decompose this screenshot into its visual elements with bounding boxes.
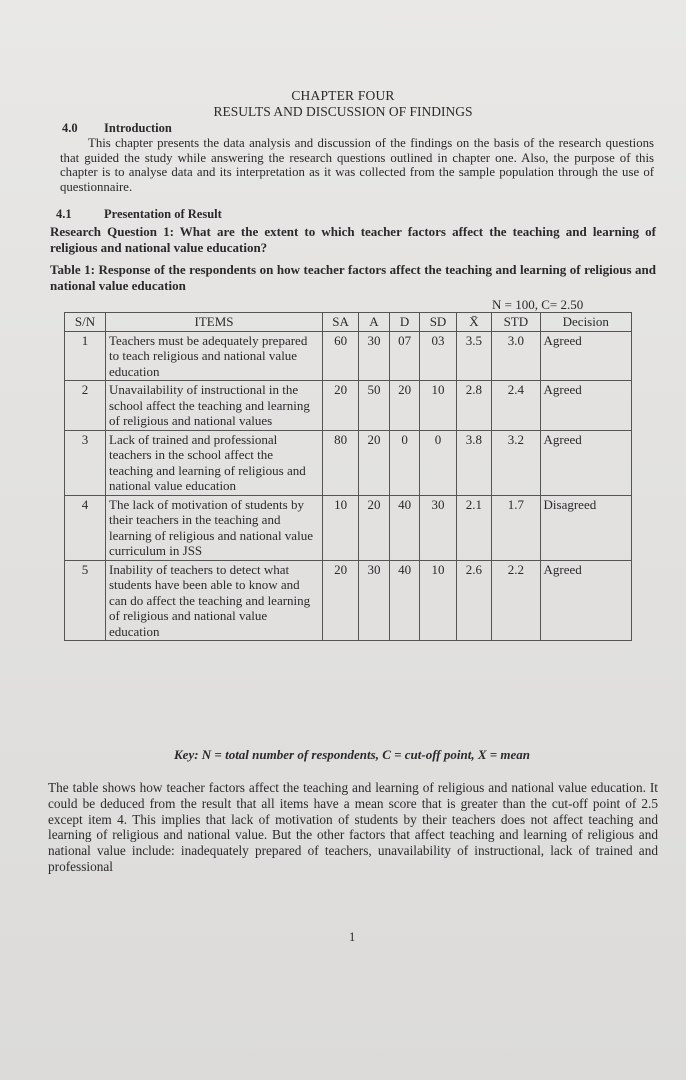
header-decision: Decision (540, 313, 631, 332)
cell-d: 40 (389, 495, 420, 560)
cell-decision: Agreed (540, 430, 631, 495)
cell-std: 2.4 (492, 381, 540, 431)
cell-a: 20 (359, 430, 390, 495)
cell-d: 20 (389, 381, 420, 431)
cell-mean: 2.8 (456, 381, 492, 431)
cell-sa: 20 (323, 560, 359, 641)
cell-std: 3.2 (492, 430, 540, 495)
cell-sn: 3 (65, 430, 106, 495)
cell-sd: 30 (420, 495, 456, 560)
cell-sd: 0 (420, 430, 456, 495)
cell-mean: 2.6 (456, 560, 492, 641)
section-heading-intro: Introduction (104, 121, 172, 135)
header-a: A (359, 313, 390, 332)
cell-a: 30 (359, 560, 390, 641)
cell-sn: 5 (65, 560, 106, 641)
cell-sn: 1 (65, 331, 106, 381)
cell-sa: 20 (323, 381, 359, 431)
chapter-heading: CHAPTER FOUR (291, 88, 395, 103)
table-key: Key: N = total number of respondents, C = cut-off point, X = mean (174, 747, 531, 762)
header-sa: SA (323, 313, 359, 332)
table-row (65, 331, 632, 381)
cell-item: Teachers must be adequately prepared to teach religious and national value education (106, 331, 323, 381)
cell-sn: 4 (65, 495, 106, 560)
table-stats-header: N = 100, C= 2.50 (492, 297, 584, 312)
cell-sa: 80 (323, 430, 359, 495)
intro-paragraph (60, 136, 654, 194)
header-sn: S/N (65, 313, 106, 332)
results-table (64, 312, 632, 641)
cell-std: 1.7 (492, 495, 540, 560)
cell-decision: Agreed (540, 560, 631, 641)
cell-sa: 60 (323, 331, 359, 381)
cell-decision: Disagreed (540, 495, 631, 560)
cell-sd: 10 (420, 381, 456, 431)
cell-mean: 2.1 (456, 495, 492, 560)
table-row (65, 430, 632, 495)
cell-item: Lack of trained and professional teachers in the school affect the teaching and learning of religious and national value education (106, 430, 323, 495)
intro-paragraph-text: This chapter presents the data analysis and discussion of the findings on the basis of the research questions that guided the study while answering the research questions outlined in chapter one. Also, the purpose of this chapter is to analyse data and its interpretation as it was collected from the sample population through the use of questionnaire. (60, 136, 654, 194)
cell-item: Inability of teachers to detect what students have been able to know and can do affect the teaching and learning of religious and national value education (106, 560, 323, 641)
table-row (65, 495, 632, 560)
discussion-paragraph: The table shows how teacher factors affect the teaching and learning of religious and national value education. It could be deduced from the result that all items have a mean score that is greater than the cut-off point of 2.5 except item 4. This implies that lack of motivation of students by their teachers does not affect teaching and learning of religious and national value. But the other factors that affect teaching and learning of religious and national value include: inadequately prepared of teachers, unavailability of instructional, lack of trained and professional (48, 780, 658, 874)
cell-mean: 3.8 (456, 430, 492, 495)
cell-a: 50 (359, 381, 390, 431)
cell-a: 20 (359, 495, 390, 560)
header-mean: X̄ (456, 313, 492, 332)
section-number-intro: 4.0 (62, 121, 78, 135)
cell-d: 40 (389, 560, 420, 641)
cell-sa: 10 (323, 495, 359, 560)
cell-sd: 10 (420, 560, 456, 641)
cell-sn: 2 (65, 381, 106, 431)
table-header-row (65, 313, 632, 332)
section-number-presentation: 4.1 (56, 207, 72, 221)
cell-std: 3.0 (492, 331, 540, 381)
cell-std: 2.2 (492, 560, 540, 641)
header-d: D (389, 313, 420, 332)
section-heading-presentation: Presentation of Result (104, 207, 222, 221)
header-std: STD (492, 313, 540, 332)
cell-d: 0 (389, 430, 420, 495)
cell-item: Unavailability of instructional in the school affect the teaching and learning of religious and national values (106, 381, 323, 431)
cell-decision: Agreed (540, 381, 631, 431)
cell-mean: 3.5 (456, 331, 492, 381)
cell-d: 07 (389, 331, 420, 381)
cell-decision: Agreed (540, 331, 631, 381)
cell-sd: 03 (420, 331, 456, 381)
table-row (65, 381, 632, 431)
research-question: Research Question 1: What are the extent to which teacher factors affect the teaching and learning of religious and national value education? (50, 224, 656, 255)
header-items: ITEMS (106, 313, 323, 332)
cell-item: The lack of motivation of students by their teachers in the teaching and learning of religious and national value curriculum in JSS (106, 495, 323, 560)
page-number: 1 (349, 930, 356, 944)
table-row (65, 560, 632, 641)
cell-a: 30 (359, 331, 390, 381)
header-sd: SD (420, 313, 456, 332)
chapter-title: RESULTS AND DISCUSSION OF FINDINGS (213, 104, 473, 119)
table-caption: Table 1: Response of the respondents on how teacher factors affect the teaching and learning of religious and national value education (50, 262, 656, 293)
